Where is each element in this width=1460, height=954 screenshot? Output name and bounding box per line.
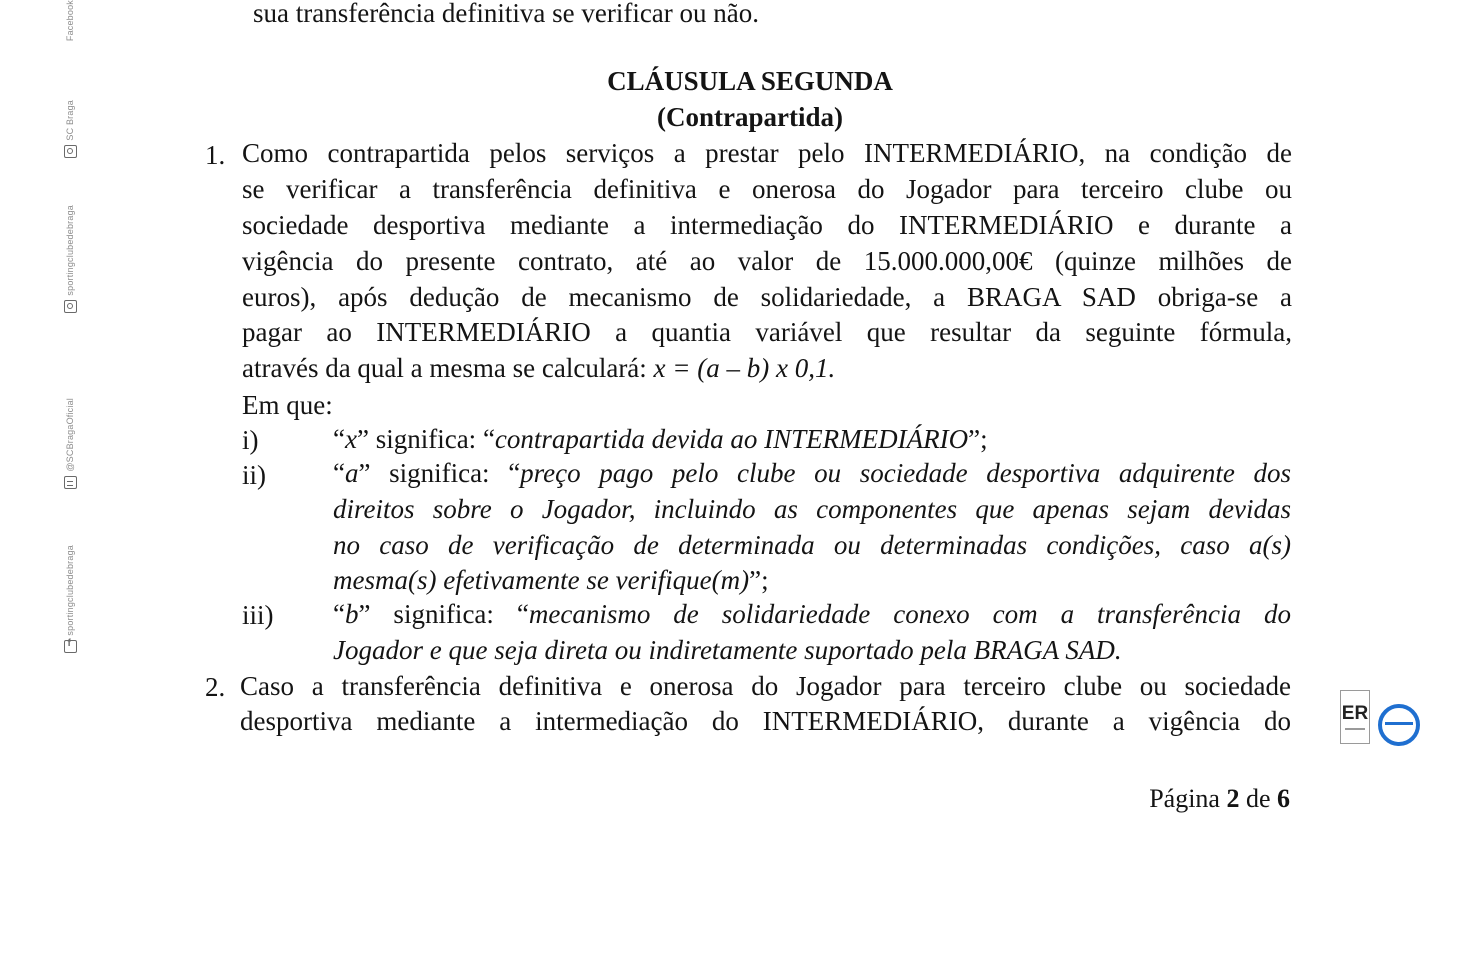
subitem-iii-line: “b” significa: “mecanismo de solidariedade conexo com a transferência do bbox=[333, 599, 1291, 629]
formula: x = (a – b) x 0,1. bbox=[653, 353, 836, 383]
social-label: sportingclubedebraga bbox=[65, 545, 75, 636]
definition: contrapartida devida ao INTERMEDIÁRIO bbox=[494, 424, 969, 454]
paragraph-line: euros), após dedução de mecanismo de solidariedade, a BRAGA SAD obriga-se a bbox=[242, 282, 1292, 312]
definition: direitos sobre o Jogador, incluindo as componentes que apenas sejam devidas bbox=[333, 494, 1291, 524]
subitem-ii-line bbox=[333, 528, 1291, 562]
em-que-label: Em que: bbox=[242, 390, 333, 420]
social-label: sportingclubedebraga bbox=[65, 205, 75, 296]
paragraph-line: sociedade desportiva mediante a intermediação do INTERMEDIÁRIO e durante a bbox=[242, 210, 1292, 240]
subitem-i: “x” significa: “contrapartida devida ao INTERMEDIÁRIO”; bbox=[333, 424, 988, 454]
certification-ring-icon bbox=[1378, 704, 1420, 746]
page-number bbox=[1000, 783, 1290, 815]
subitem-number: i) bbox=[242, 425, 259, 455]
definition: preço pago pelo clube ou sociedade desportiva adquirente dos bbox=[520, 458, 1291, 488]
paragraph-line: vigência do presente contrato, até ao valor de 15.000.000,00€ (quinze milhões de bbox=[242, 246, 1292, 276]
social-label: Facebook bbox=[65, 0, 75, 42]
logo-bar bbox=[1345, 728, 1365, 730]
definition: mecanismo de solidariedade conexo com a transferência do bbox=[528, 599, 1291, 629]
of-word: de bbox=[1245, 784, 1271, 813]
instagram-icon bbox=[64, 300, 77, 313]
formula-prefix: através da qual a mesma se calculará: bbox=[242, 353, 654, 383]
paragraph-line: se verificar a transferência definitiva e onerosa do Jogador para terceiro clube ou bbox=[242, 174, 1292, 204]
er-certification-logo bbox=[1340, 690, 1370, 744]
subitem-number: ii) bbox=[242, 460, 266, 490]
item-number: 2. bbox=[205, 672, 226, 702]
clause-subtitle: (Contrapartida) bbox=[657, 102, 843, 132]
social-item-facebook-page[interactable] bbox=[52, 545, 88, 653]
social-label: SC Braga bbox=[65, 100, 75, 141]
subitem-ii-line: “a” significa: “preço pago pelo clube ou sociedade desportiva adquirente dos bbox=[333, 458, 1291, 488]
facebook-icon bbox=[64, 640, 77, 653]
paragraph-line: Caso a transferência definitiva e onerosa do Jogador para terceiro clube ou sociedade bbox=[240, 671, 1291, 701]
er-logo-text: ER bbox=[1341, 703, 1369, 724]
signifies-text: significa: bbox=[370, 599, 517, 629]
page-word: Página bbox=[1149, 784, 1220, 813]
social-item-scbraga[interactable] bbox=[52, 100, 88, 158]
previous-paragraph-line: sua transferência definitiva se verificar ou não. bbox=[253, 0, 760, 28]
definition: no caso de verificação de determinada ou determinadas condições, caso a(s) bbox=[333, 530, 1291, 560]
variable: x bbox=[344, 424, 357, 454]
item-number: 1. bbox=[205, 140, 226, 170]
subitem-ii-line bbox=[333, 492, 1291, 526]
paragraph-line: desportiva mediante a intermediação do INTERMEDIÁRIO, durante a vigência do bbox=[240, 706, 1291, 736]
current-page: 2 bbox=[1226, 784, 1240, 813]
total-pages: 6 bbox=[1277, 784, 1290, 813]
definition: Jogador e que seja direta ou indiretamente suportado pela BRAGA SAD. bbox=[333, 635, 1122, 665]
variable: a bbox=[344, 458, 359, 488]
formula-line bbox=[242, 351, 835, 385]
definition: mesma(s) efetivamente se verifique(m) bbox=[333, 565, 750, 595]
subitem-ii-line: mesma(s) efetivamente se verifique(m)”; bbox=[333, 565, 769, 595]
social-item-facebook[interactable] bbox=[52, 0, 88, 41]
signifies-text: significa: bbox=[370, 458, 509, 488]
instagram-icon bbox=[64, 145, 77, 158]
subitem-number: iii) bbox=[242, 600, 274, 630]
variable: b bbox=[344, 599, 359, 629]
subitem-iii-line bbox=[333, 633, 1122, 667]
paragraph-line: Como contrapartida pelos serviços a prestar pelo INTERMEDIÁRIO, na condição de bbox=[242, 138, 1292, 168]
social-sidebar bbox=[52, 0, 88, 720]
clause-title: CLÁUSULA SEGUNDA bbox=[607, 66, 893, 96]
signifies-text: significa: bbox=[368, 424, 483, 454]
paragraph-line: pagar ao INTERMEDIÁRIO a quantia variável que resultar da seguinte fórmula, bbox=[242, 317, 1292, 347]
social-item-twitter[interactable] bbox=[52, 398, 88, 489]
social-label: @SCBragaOficial bbox=[65, 398, 75, 472]
twitter-icon bbox=[64, 476, 77, 489]
social-item-instagram[interactable] bbox=[52, 205, 88, 313]
